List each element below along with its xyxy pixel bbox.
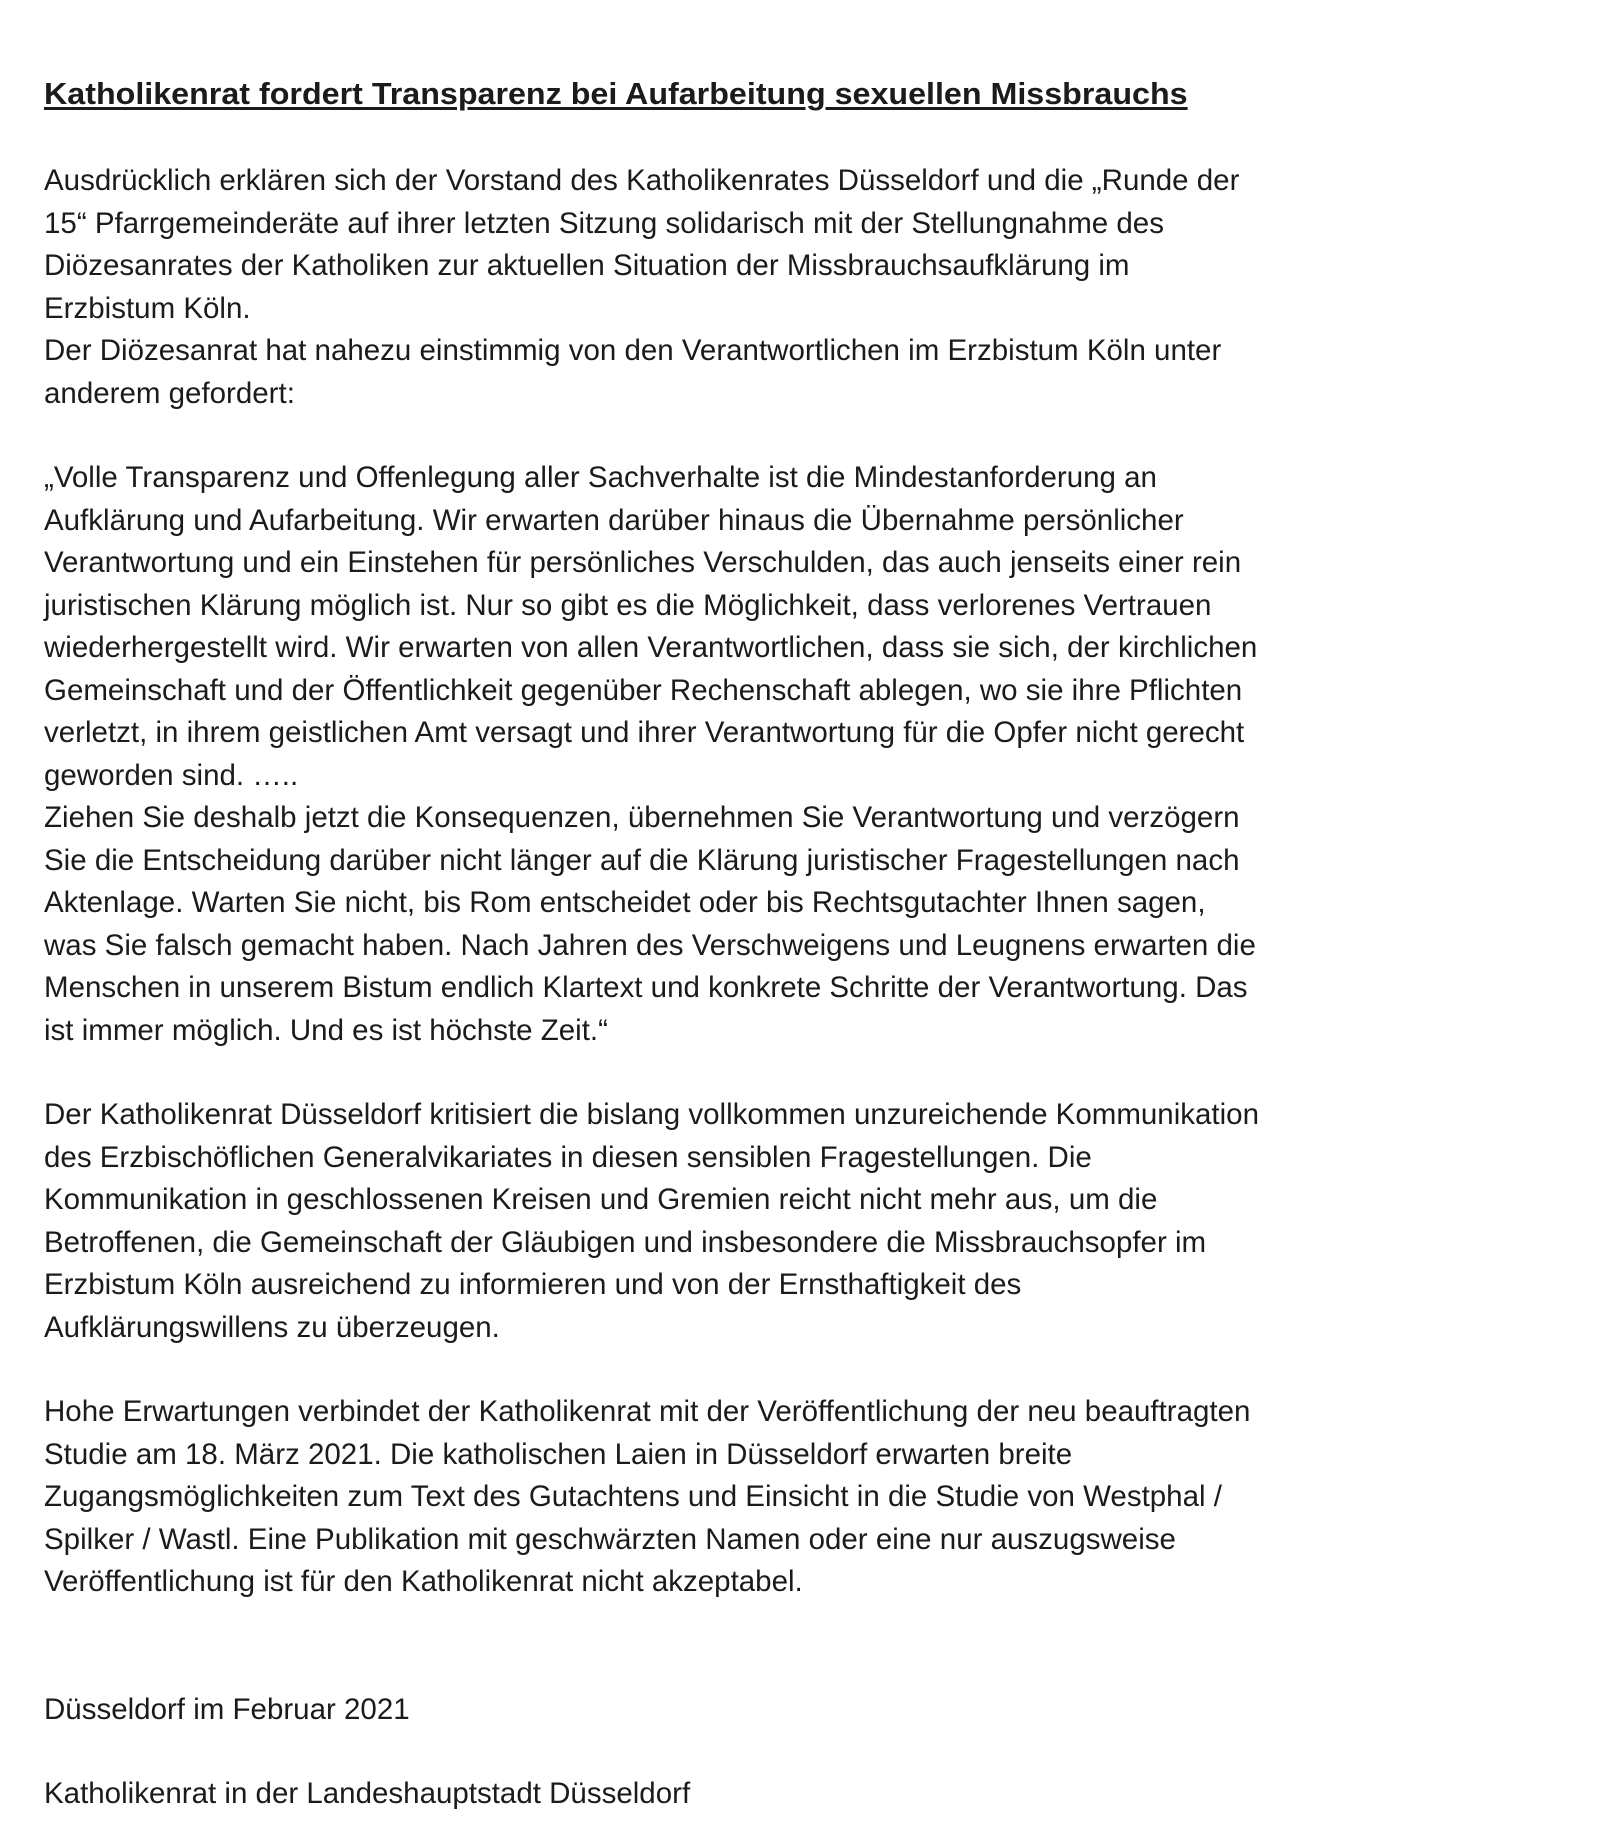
paragraph-communication-criticism xyxy=(44,1094,1574,1349)
text-line: Menschen in unserem Bistum endlich Klartext und konkrete Schritte der Verantwortung. Das xyxy=(44,971,1248,1004)
text-line: „Volle Transparenz und Offenlegung aller Sachverhalte ist die Mindestanforderung an xyxy=(44,461,1157,494)
place-date xyxy=(44,1689,1574,1732)
text-line: Veröffentlichung ist für den Katholikenrat nicht akzeptabel. xyxy=(44,1565,803,1598)
text-line: 15“ Pfarrgemeinderäte auf ihrer letzten Sitzung solidarisch mit der Stellungnahme des xyxy=(44,206,1164,240)
text-line: ist immer möglich. Und es ist höchste Zeit.“ xyxy=(44,1013,608,1047)
text-line: Hohe Erwartungen verbindet der Katholikenrat mit der Veröffentlichung der neu beauftragten xyxy=(44,1395,1251,1428)
text-line: Verantwortung und ein Einstehen für persönliches Verschulden, das auch jenseits einer rein xyxy=(44,546,1242,579)
text-line: anderem gefordert: xyxy=(44,376,295,410)
text-line: Aufklärungswillens zu überzeugen. xyxy=(44,1310,500,1344)
signature-text: Katholikenrat in der Landeshauptstadt Düsseldorf xyxy=(44,1777,691,1810)
text-line: wiederhergestellt wird. Wir erwarten von allen Verantwortlichen, dass sie sich, der kirchlichen xyxy=(44,631,1258,664)
text-line: Ausdrücklich erklären sich der Vorstand des Katholikenrates Düsseldorf und die „Runde der xyxy=(44,164,1240,197)
place-date-text: Düsseldorf im Februar 2021 xyxy=(44,1693,410,1726)
text-line: verletzt, in ihrem geistlichen Amt versagt und ihrer Verantwortung für die Opfer nicht gerecht xyxy=(44,716,1245,749)
text-line: Studie am 18. März 2021. Die katholischen Laien in Düsseldorf erwarten breite xyxy=(44,1437,1073,1471)
paragraph-study-expectations xyxy=(44,1391,1574,1604)
text-line: Der Diözesanrat hat nahezu einstimmig von den Verantwortlichen im Erzbistum Köln unter xyxy=(44,334,1222,367)
text-line: Zugangsmöglichkeiten zum Text des Gutachtens und Einsicht in die Studie von Westphal / xyxy=(44,1480,1222,1513)
text-line: Erzbistum Köln. xyxy=(44,291,251,325)
paragraph-solidarity xyxy=(44,160,1574,415)
text-line: juristischen Klärung möglich ist. Nur so gibt es die Möglichkeit, dass verlorenes Vertrauen xyxy=(44,588,1212,622)
document-title: Katholikenrat fordert Transparenz bei Aufarbeitung sexuellen Missbrauchs xyxy=(44,76,1188,111)
text-line: Gemeinschaft und der Öffentlichkeit gegenüber Rechenschaft ablegen, wo sie ihre Pflichten xyxy=(44,673,1243,707)
text-line: Kommunikation in geschlossenen Kreisen und Gremien reicht nicht mehr aus, um die xyxy=(44,1183,1158,1216)
text-line: was Sie falsch gemacht haben. Nach Jahren des Verschweigens und Leugnens erwarten die xyxy=(44,928,1256,962)
text-line: Ziehen Sie deshalb jetzt die Konsequenzen, übernehmen Sie Verantwortung und verzögern xyxy=(44,801,1240,834)
text-line: Sie die Entscheidung darüber nicht länger auf die Klärung juristischer Fragestellungen nach xyxy=(44,843,1240,877)
text-line: Spilker / Wastl. Eine Publikation mit geschwärzten Namen oder eine nur auszugsweise xyxy=(44,1522,1176,1556)
text-line: Erzbistum Köln ausreichend zu informieren und von der Ernsthaftigkeit des xyxy=(44,1268,1022,1301)
text-line: Aktenlage. Warten Sie nicht, bis Rom entscheidet oder bis Rechtsgutachter Ihnen sagen, xyxy=(44,886,1206,919)
text-line: geworden sind. ….. xyxy=(44,758,299,792)
text-line: des Erzbischöflichen Generalvikariates in diesen sensiblen Fragestellungen. Die xyxy=(44,1140,1092,1174)
signature xyxy=(44,1773,1574,1816)
paragraph-quote xyxy=(44,457,1574,1052)
text-line: Diözesanrates der Katholiken zur aktuellen Situation der Missbrauchsaufklärung im xyxy=(44,249,1130,282)
text-line: Aufklärung und Aufarbeitung. Wir erwarten darüber hinaus die Übernahme persönlicher xyxy=(44,503,1184,537)
text-line: Der Katholikenrat Düsseldorf kritisiert die bislang vollkommen unzureichende Kommunikation xyxy=(44,1098,1259,1131)
text-line: Betroffenen, die Gemeinschaft der Gläubigen und insbesondere die Missbrauchsopfer im xyxy=(44,1225,1207,1259)
